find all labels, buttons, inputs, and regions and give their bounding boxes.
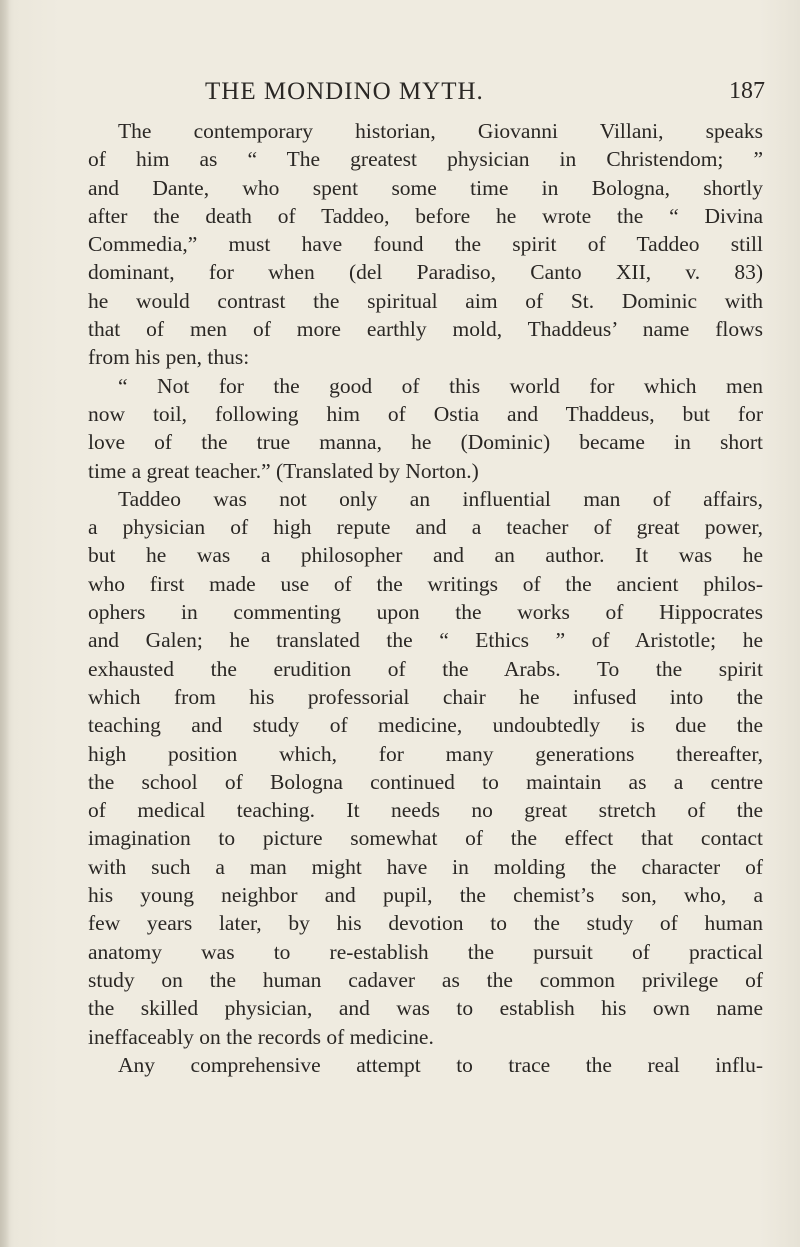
- text-line: Any comprehensive attempt to trace the real influ-: [118, 1052, 763, 1077]
- text-line: the school of Bologna continued to maintain as a centre: [88, 769, 763, 794]
- page-header: [205, 78, 765, 108]
- body-text: [88, 117, 763, 1079]
- page-gutter-shadow: [0, 0, 10, 1247]
- text-line: few years later, by his devotion to the study of human: [88, 911, 763, 936]
- text-line: a physician of high repute and a teacher of great power,: [88, 515, 763, 540]
- quote-line: love of the true manna, he (Dominic) became in short: [88, 430, 763, 455]
- text-line: Taddeo was not only an influential man of affairs,: [118, 486, 763, 511]
- text-line: Commedia,” must have found the spirit of Taddeo still: [88, 232, 763, 257]
- quote-line: time a great teacher.” (Translated by Norton.): [88, 458, 479, 483]
- text-line: study on the human cadaver as the common privilege of: [88, 967, 763, 992]
- text-line: the skilled physician, and was to establish his own name: [88, 996, 763, 1021]
- text-line: and Galen; he translated the “ Ethics ” of Aristotle; he: [88, 628, 763, 653]
- text-line: anatomy was to re-establish the pursuit of practical: [88, 939, 763, 964]
- text-line: but he was a philosopher and an author. It was he: [88, 543, 763, 568]
- text-line: with such a man might have in molding the character of: [88, 854, 763, 879]
- text-line: his young neighbor and pupil, the chemist’s son, who, a: [88, 883, 763, 908]
- quote-line: “ Not for the good of this world for which men: [118, 373, 763, 398]
- text-line: of medical teaching. It needs no great stretch of the: [88, 798, 763, 823]
- text-line: high position which, for many generations thereafter,: [88, 741, 763, 766]
- text-line: teaching and study of medicine, undoubtedly is due the: [88, 713, 763, 738]
- text-line: who first made use of the writings of the ancient philos-: [88, 571, 763, 596]
- text-line: exhausted the erudition of the Arabs. To the spirit: [88, 656, 763, 681]
- text-line: dominant, for when (del Paradiso, Canto XII, v. 83): [88, 260, 763, 285]
- text-line: ophers in commenting upon the works of Hippocrates: [88, 600, 763, 625]
- text-line: from his pen, thus:: [88, 345, 250, 370]
- text-line: that of men of more earthly mold, Thaddeus’ name flows: [88, 317, 763, 342]
- quote-line: now toil, following him of Ostia and Thaddeus, but for: [88, 401, 763, 426]
- text-line: The contemporary historian, Giovanni Villani, speaks: [118, 119, 763, 143]
- running-title: THE MONDINO MYTH.: [205, 78, 484, 105]
- text-line: imagination to picture somewhat of the effect that contact: [88, 826, 763, 851]
- text-line: after the death of Taddeo, before he wrote the “ Divina: [88, 203, 763, 228]
- text-line: ineffaceably on the records of medicine.: [88, 1024, 434, 1049]
- text-line: of him as “ The greatest physician in Christendom; ”: [88, 147, 763, 172]
- text-line: which from his professorial chair he infused into the: [88, 684, 763, 709]
- text-line: and Dante, who spent some time in Bologna, shortly: [88, 175, 763, 200]
- text-line: he would contrast the spiritual aim of St. Dominic with: [88, 288, 763, 313]
- page-number: 187: [729, 78, 765, 104]
